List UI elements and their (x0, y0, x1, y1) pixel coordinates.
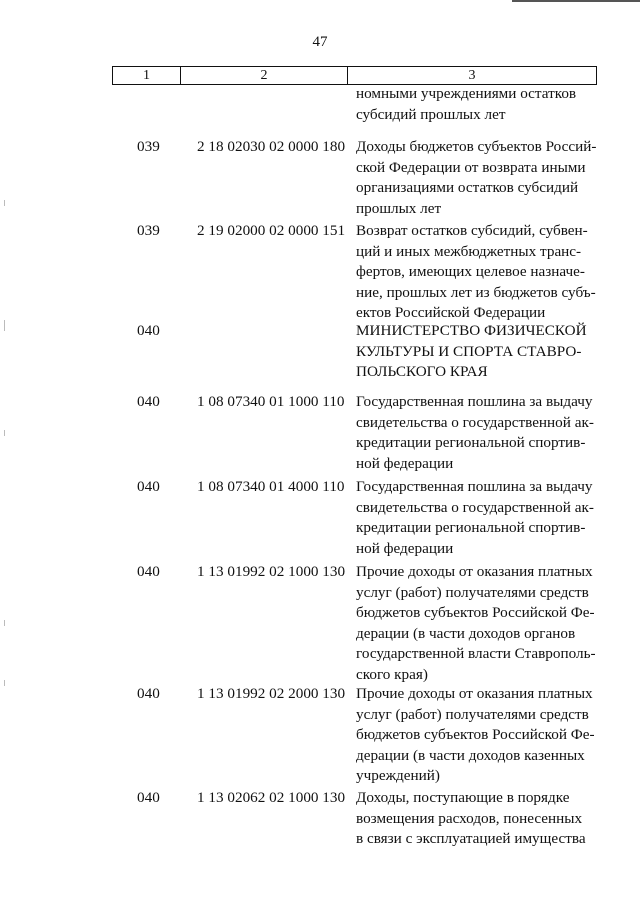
description-line: бюджетов субъектов Российской Фе- (356, 726, 595, 743)
description-line: ского края) (356, 665, 428, 683)
income-description (356, 137, 596, 219)
admin-code: 040 (137, 563, 160, 580)
scan-margin-marks (4, 200, 6, 700)
description-line: дерации (в части доходов казенных (356, 746, 585, 764)
description-line: государственной власти Ставрополь- (356, 645, 596, 662)
income-description (356, 321, 596, 383)
description-line: прошлых лет (356, 199, 442, 217)
budget-classification-code: 1 13 01992 02 1000 130 (197, 563, 346, 580)
income-description (356, 84, 596, 125)
description-line: учреждений) (356, 767, 440, 784)
description-line: номными учреждениями остатков (356, 85, 577, 102)
budget-classification-code: 1 08 07340 01 4000 110 (197, 478, 345, 495)
budget-classification-code: 2 18 02030 02 0000 180 (197, 138, 346, 155)
description-line: ние, прошлых лет из бюджетов субъ- (356, 283, 596, 301)
description-line: бюджетов субъектов Российской Фе- (356, 604, 595, 621)
description-line: услуг (работ) получателями средств (356, 583, 589, 601)
description-line: ной федерации (356, 454, 454, 472)
description-line: Прочие доходы от оказания платных (356, 685, 593, 702)
budget-classification-code: 1 13 02062 02 1000 130 (197, 789, 346, 806)
description-line: ций и иных межбюджетных транс- (356, 242, 582, 260)
top-rule (512, 0, 640, 2)
description-line: дерации (в части доходов органов (356, 624, 576, 642)
description-line: свидетельства о государственной ак- (356, 498, 594, 516)
admin-code: 039 (137, 222, 160, 239)
description-line: ской Федерации от возврата иными (356, 158, 586, 176)
header-col-2: 2 (181, 67, 348, 84)
description-line: ПОЛЬСКОГО КРАЯ (356, 363, 488, 380)
budget-classification-code: 2 19 02000 02 0000 151 (197, 222, 346, 239)
description-line: Доходы бюджетов субъектов Россий- (356, 138, 597, 155)
description-line: фертов, имеющих целевое назначе- (356, 263, 585, 280)
page-number: 47 (312, 34, 328, 50)
income-description (356, 477, 596, 559)
admin-code: 040 (137, 685, 160, 702)
description-line: организациями остатков субсидий (356, 179, 579, 196)
description-line: свидетельства о государственной ак- (356, 413, 594, 431)
header-col-1: 1 (113, 67, 181, 84)
description-line: кредитации региональной спортив- (356, 519, 586, 536)
description-line: ной федерации (356, 539, 454, 557)
description-line: МИНИСТЕРСТВО ФИЗИЧЕСКОЙ (356, 322, 587, 339)
table-header (112, 66, 597, 85)
description-line: Прочие доходы от оказания платных (356, 563, 593, 580)
admin-code: 039 (137, 138, 160, 155)
description-line: Доходы, поступающие в порядке (356, 789, 570, 806)
income-description (356, 684, 596, 787)
admin-code: 040 (137, 393, 160, 410)
income-description (356, 788, 596, 850)
budget-classification-code: 1 13 01992 02 2000 130 (197, 685, 346, 702)
description-line: Возврат остатков субсидий, субвен- (356, 222, 588, 239)
admin-code: 040 (137, 789, 160, 806)
income-description (356, 392, 596, 474)
income-description (356, 221, 596, 324)
admin-code: 040 (137, 478, 160, 495)
description-line: возмещения расходов, понесенных (356, 809, 583, 827)
description-line: ектов Российской Федерации (356, 304, 546, 321)
description-line: кредитации региональной спортив- (356, 434, 586, 451)
budget-classification-code: 1 08 07340 01 1000 110 (197, 393, 345, 410)
description-line: Государственная пошлина за выдачу (356, 478, 593, 495)
description-line: услуг (работ) получателями средств (356, 705, 589, 723)
description-line: субсидий прошлых лет (356, 105, 506, 123)
header-col-3: 3 (468, 68, 476, 83)
admin-code: 040 (137, 322, 160, 339)
income-description (356, 562, 596, 685)
description-line: в связи с эксплуатацией имущества (356, 830, 586, 847)
description-line: Государственная пошлина за выдачу (356, 393, 593, 410)
description-line: КУЛЬТУРЫ И СПОРТА СТАВРО- (356, 342, 582, 360)
